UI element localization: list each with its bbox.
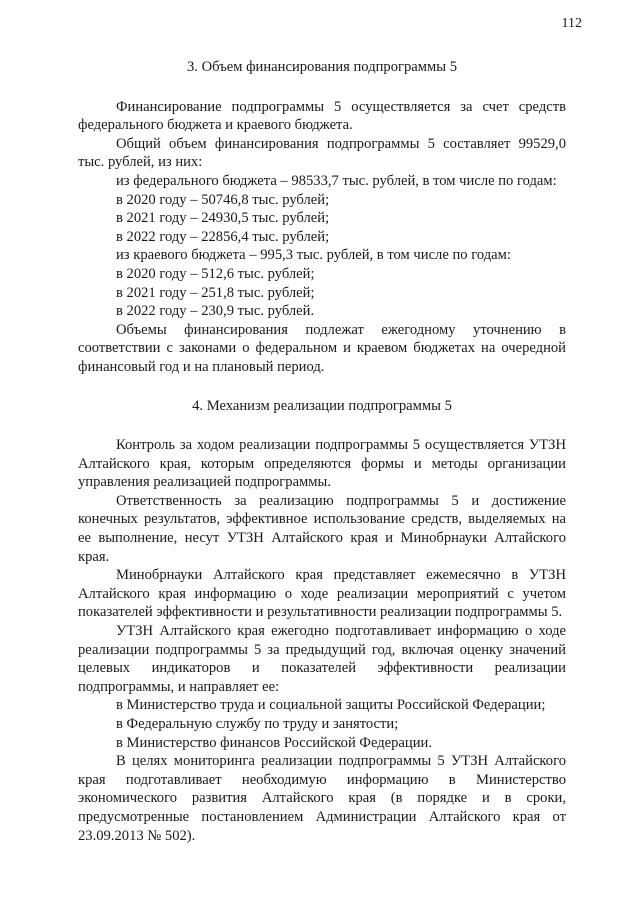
page-number: 112 (561, 16, 582, 31)
recipient-rostrud: в Федеральную службу по труду и занятости; (116, 716, 399, 732)
regional-year-2022: в 2022 году – 230,9 тыс. рублей. (116, 303, 315, 320)
federal-year-2020: в 2020 году – 50746,8 тыс. рублей; (116, 191, 330, 208)
recipient-mintrud: в Министерство труда и социальной защиты Российской Федерации; (116, 697, 546, 714)
federal-budget-line: из федерального бюджета – 98533,7 тыс. рублей, в том числе по годам: (116, 172, 557, 189)
recipient-minfin: в Министерство финансов Российской Федерации. (116, 734, 432, 751)
section-4-paragraph-3: Минобрнауки Алтайского края представляет ежемесячно в УТЗН Алтайского края информацию о ходе реализации мероприятий с учетом показателей эффективности и результативности реализации подпрограммы 5. (78, 567, 566, 621)
federal-year-2021: в 2021 году – 24930,5 тыс. рублей; (116, 210, 330, 227)
regional-year-2021: в 2021 году – 251,8 тыс. рублей; (116, 284, 315, 301)
section-4-paragraph-5: В целях мониторинга реализации подпрограммы 5 УТЗН Алтайского края подготавливает необходимую информацию в Министерство экономического развития Алтайского края (в порядке и в сроки, предусмотренные постановлением Администрации Алтайского края от 23.09.2013 № 502). (78, 753, 566, 844)
section-4-paragraph-2: Ответственность за реализацию подпрограммы 5 и достижение конечных результатов, эффективное использование средств, выделяемых на ее выполнение, несут УТЗН Алтайского края и Минобрнауки Алтайского края. (78, 492, 566, 565)
regional-year-2020: в 2020 году – 512,6 тыс. рублей; (116, 265, 315, 282)
section-3-paragraph-1: Финансирование подпрограммы 5 осуществляется за счет средств федерального бюджета и краевого бюджета. (78, 98, 566, 134)
regional-budget-line: из краевого бюджета – 995,3 тыс. рублей, в том числе по годам: (116, 247, 511, 264)
section-3-paragraph-2: Общий объем финансирования подпрограммы 5 составляет 99529,0 тыс. рублей, из них: (78, 135, 566, 171)
section-4-paragraph-4: УТЗН Алтайского края ежегодно подготавливает информацию о ходе реализации подпрограммы 5 за предыдущий год, включая оценку значений целевых индикаторов и показателей эффективности реализации подпрограммы, и направляет ее: (78, 623, 566, 695)
page-content (78, 58, 566, 845)
section-4-title: 4. Механизм реализации подпрограммы 5 (192, 397, 452, 414)
section-3-paragraph-3: Объемы финансирования подлежат ежегодному уточнению в соответствии с законами о федеральном и краевом бюджетах на очередной финансовый год и на плановый период. (78, 321, 566, 375)
section-3-title: 3. Объем финансирования подпрограммы 5 (187, 59, 457, 75)
section-4-paragraph-1: Контроль за ходом реализации подпрограммы 5 осуществляется УТЗН Алтайского края, которым определяются формы и методы организации управления реализацией подпрограммы. (78, 437, 566, 491)
federal-year-2022: в 2022 году – 22856,4 тыс. рублей; (116, 228, 330, 245)
